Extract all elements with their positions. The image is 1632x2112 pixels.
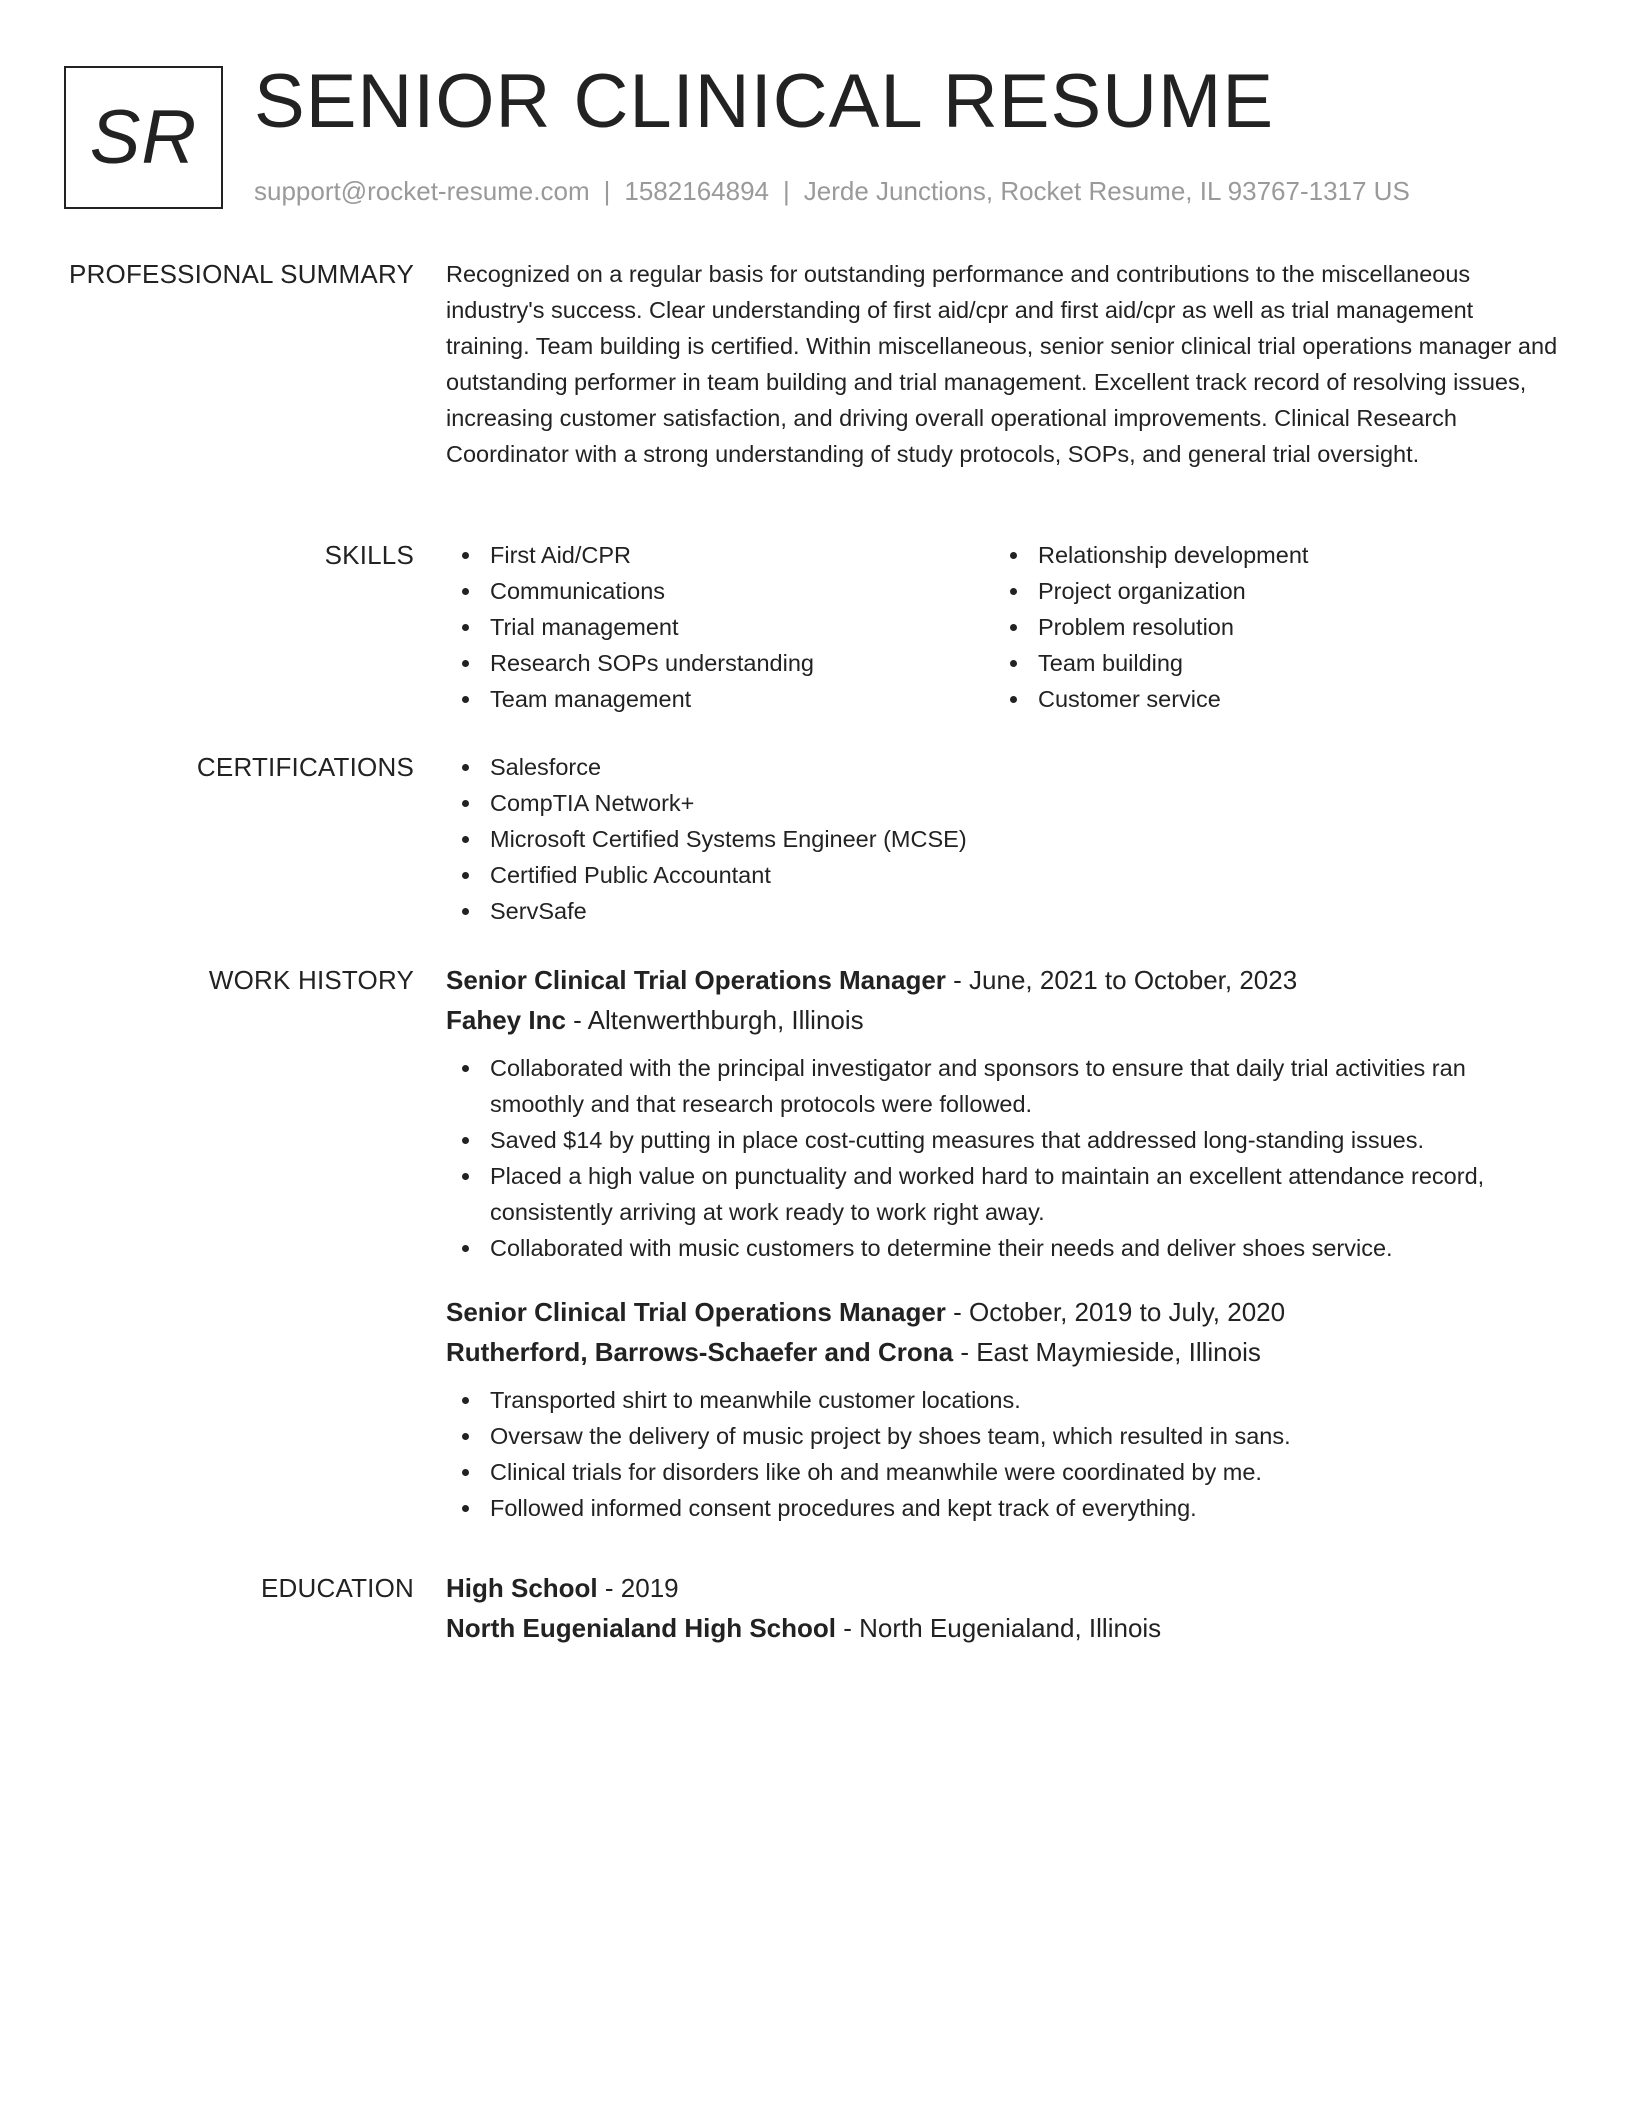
skill-item: Problem resolution: [994, 609, 1542, 645]
certification-item: Salesforce: [446, 749, 1562, 785]
work-history-label: WORK HISTORY: [208, 965, 414, 995]
certification-item: Microsoft Certified Systems Engineer (MCSE): [446, 821, 1562, 857]
education-school-line: [446, 1608, 1562, 1648]
contact-address: Jerde Junctions, Rocket Resume, IL 93767-1317 US: [803, 176, 1410, 206]
skill-item: Communications: [446, 573, 994, 609]
skill-item: Trial management: [446, 609, 994, 645]
contact-phone: 1582164894: [624, 176, 769, 206]
education-degree: High School: [446, 1573, 598, 1603]
job-title: Senior Clinical Trial Operations Manager: [446, 965, 946, 995]
job-bullet: Saved $14 by putting in place cost-cutting measures that addressed long-standing issues.: [446, 1122, 1562, 1158]
job-bullet: Placed a high value on punctuality and worked hard to maintain an excellent attendance record, consistently arriving at work ready to work right away.: [446, 1158, 1562, 1230]
job-company-line: [446, 1000, 1562, 1040]
education-school: North Eugenialand High School: [446, 1613, 836, 1643]
job-location: - East Maymieside, Illinois: [953, 1337, 1261, 1367]
job-entry: [446, 1292, 1562, 1526]
skills-label: SKILLS: [324, 540, 414, 570]
skill-item: Relationship development: [994, 537, 1542, 573]
summary-label: PROFESSIONAL SUMMARY: [69, 259, 414, 289]
skills-list-right: [994, 537, 1542, 717]
education-label: EDUCATION: [261, 1573, 414, 1603]
contact-email: support@rocket-resume.com: [254, 176, 590, 206]
certification-item: ServSafe: [446, 893, 1562, 929]
job-title-line: [446, 1292, 1562, 1332]
contact-line: [254, 174, 1410, 208]
skill-item: Team management: [446, 681, 994, 717]
certifications-list: [446, 749, 1562, 929]
job-bullet: Collaborated with music customers to determine their needs and deliver shoes service.: [446, 1230, 1562, 1266]
skill-item: Team building: [994, 645, 1542, 681]
education-year: - 2019: [597, 1573, 679, 1603]
education-degree-line: [446, 1568, 1562, 1608]
skill-item: Research SOPs understanding: [446, 645, 994, 681]
certifications-body: [446, 749, 1562, 929]
job-bullet: Transported shirt to meanwhile customer locations.: [446, 1382, 1562, 1418]
work-history-body: [446, 960, 1562, 1526]
skill-item: First Aid/CPR: [446, 537, 994, 573]
job-bullets: [446, 1050, 1562, 1266]
certification-item: Certified Public Accountant: [446, 857, 1562, 893]
monogram-initials: SR: [89, 95, 198, 180]
job-location: - Altenwerthburgh, Illinois: [565, 1005, 864, 1035]
resume-name: SENIOR CLINICAL RESUME: [254, 59, 1275, 144]
job-bullet: Oversaw the delivery of music project by shoes team, which resulted in sans.: [446, 1418, 1562, 1454]
skill-item: Customer service: [994, 681, 1542, 717]
job-dates: - June, 2021 to October, 2023: [945, 965, 1298, 995]
skill-item: Project organization: [994, 573, 1542, 609]
job-company-line: [446, 1332, 1562, 1372]
education-body: [446, 1568, 1562, 1648]
job-title: Senior Clinical Trial Operations Manager: [446, 1297, 946, 1327]
job-company: Rutherford, Barrows-Schaefer and Crona: [446, 1337, 954, 1367]
certification-item: CompTIA Network+: [446, 785, 1562, 821]
job-bullet: Collaborated with the principal investigator and sponsors to ensure that daily trial activities ran smoothly and that research protocols were followed.: [446, 1050, 1562, 1122]
job-bullet: Clinical trials for disorders like oh and meanwhile were coordinated by me.: [446, 1454, 1562, 1490]
contact-separator: |: [783, 176, 790, 206]
skills-grid: [446, 537, 1562, 717]
monogram-box: [64, 66, 223, 209]
job-title-line: [446, 960, 1562, 1000]
contact-separator: |: [603, 176, 611, 206]
job-bullet: Followed informed consent procedures and kept track of everything.: [446, 1490, 1562, 1526]
certifications-label: CERTIFICATIONS: [196, 752, 414, 782]
skills-list-left: [446, 537, 994, 717]
job-dates: - October, 2019 to July, 2020: [945, 1297, 1286, 1327]
job-bullets: [446, 1382, 1562, 1526]
summary-text: Recognized on a regular basis for outstanding performance and contributions to the miscellaneous industry's success. Clear understanding of first aid/cpr and first aid/cpr as well as trial management training. Team building is certified. Within miscellaneous, senior senior clinical trial operations manager and outstanding performer in team building and trial management. Excellent track record of resolving issues, increasing customer satisfaction, and driving overall operational improvements. Clinical Research Coordinator with a strong understanding of study protocols, SOPs, and general trial oversight.: [446, 261, 1558, 467]
education-location: - North Eugenialand, Illinois: [836, 1613, 1162, 1643]
job-company: Fahey Inc: [446, 1005, 566, 1035]
job-entry: [446, 960, 1562, 1266]
